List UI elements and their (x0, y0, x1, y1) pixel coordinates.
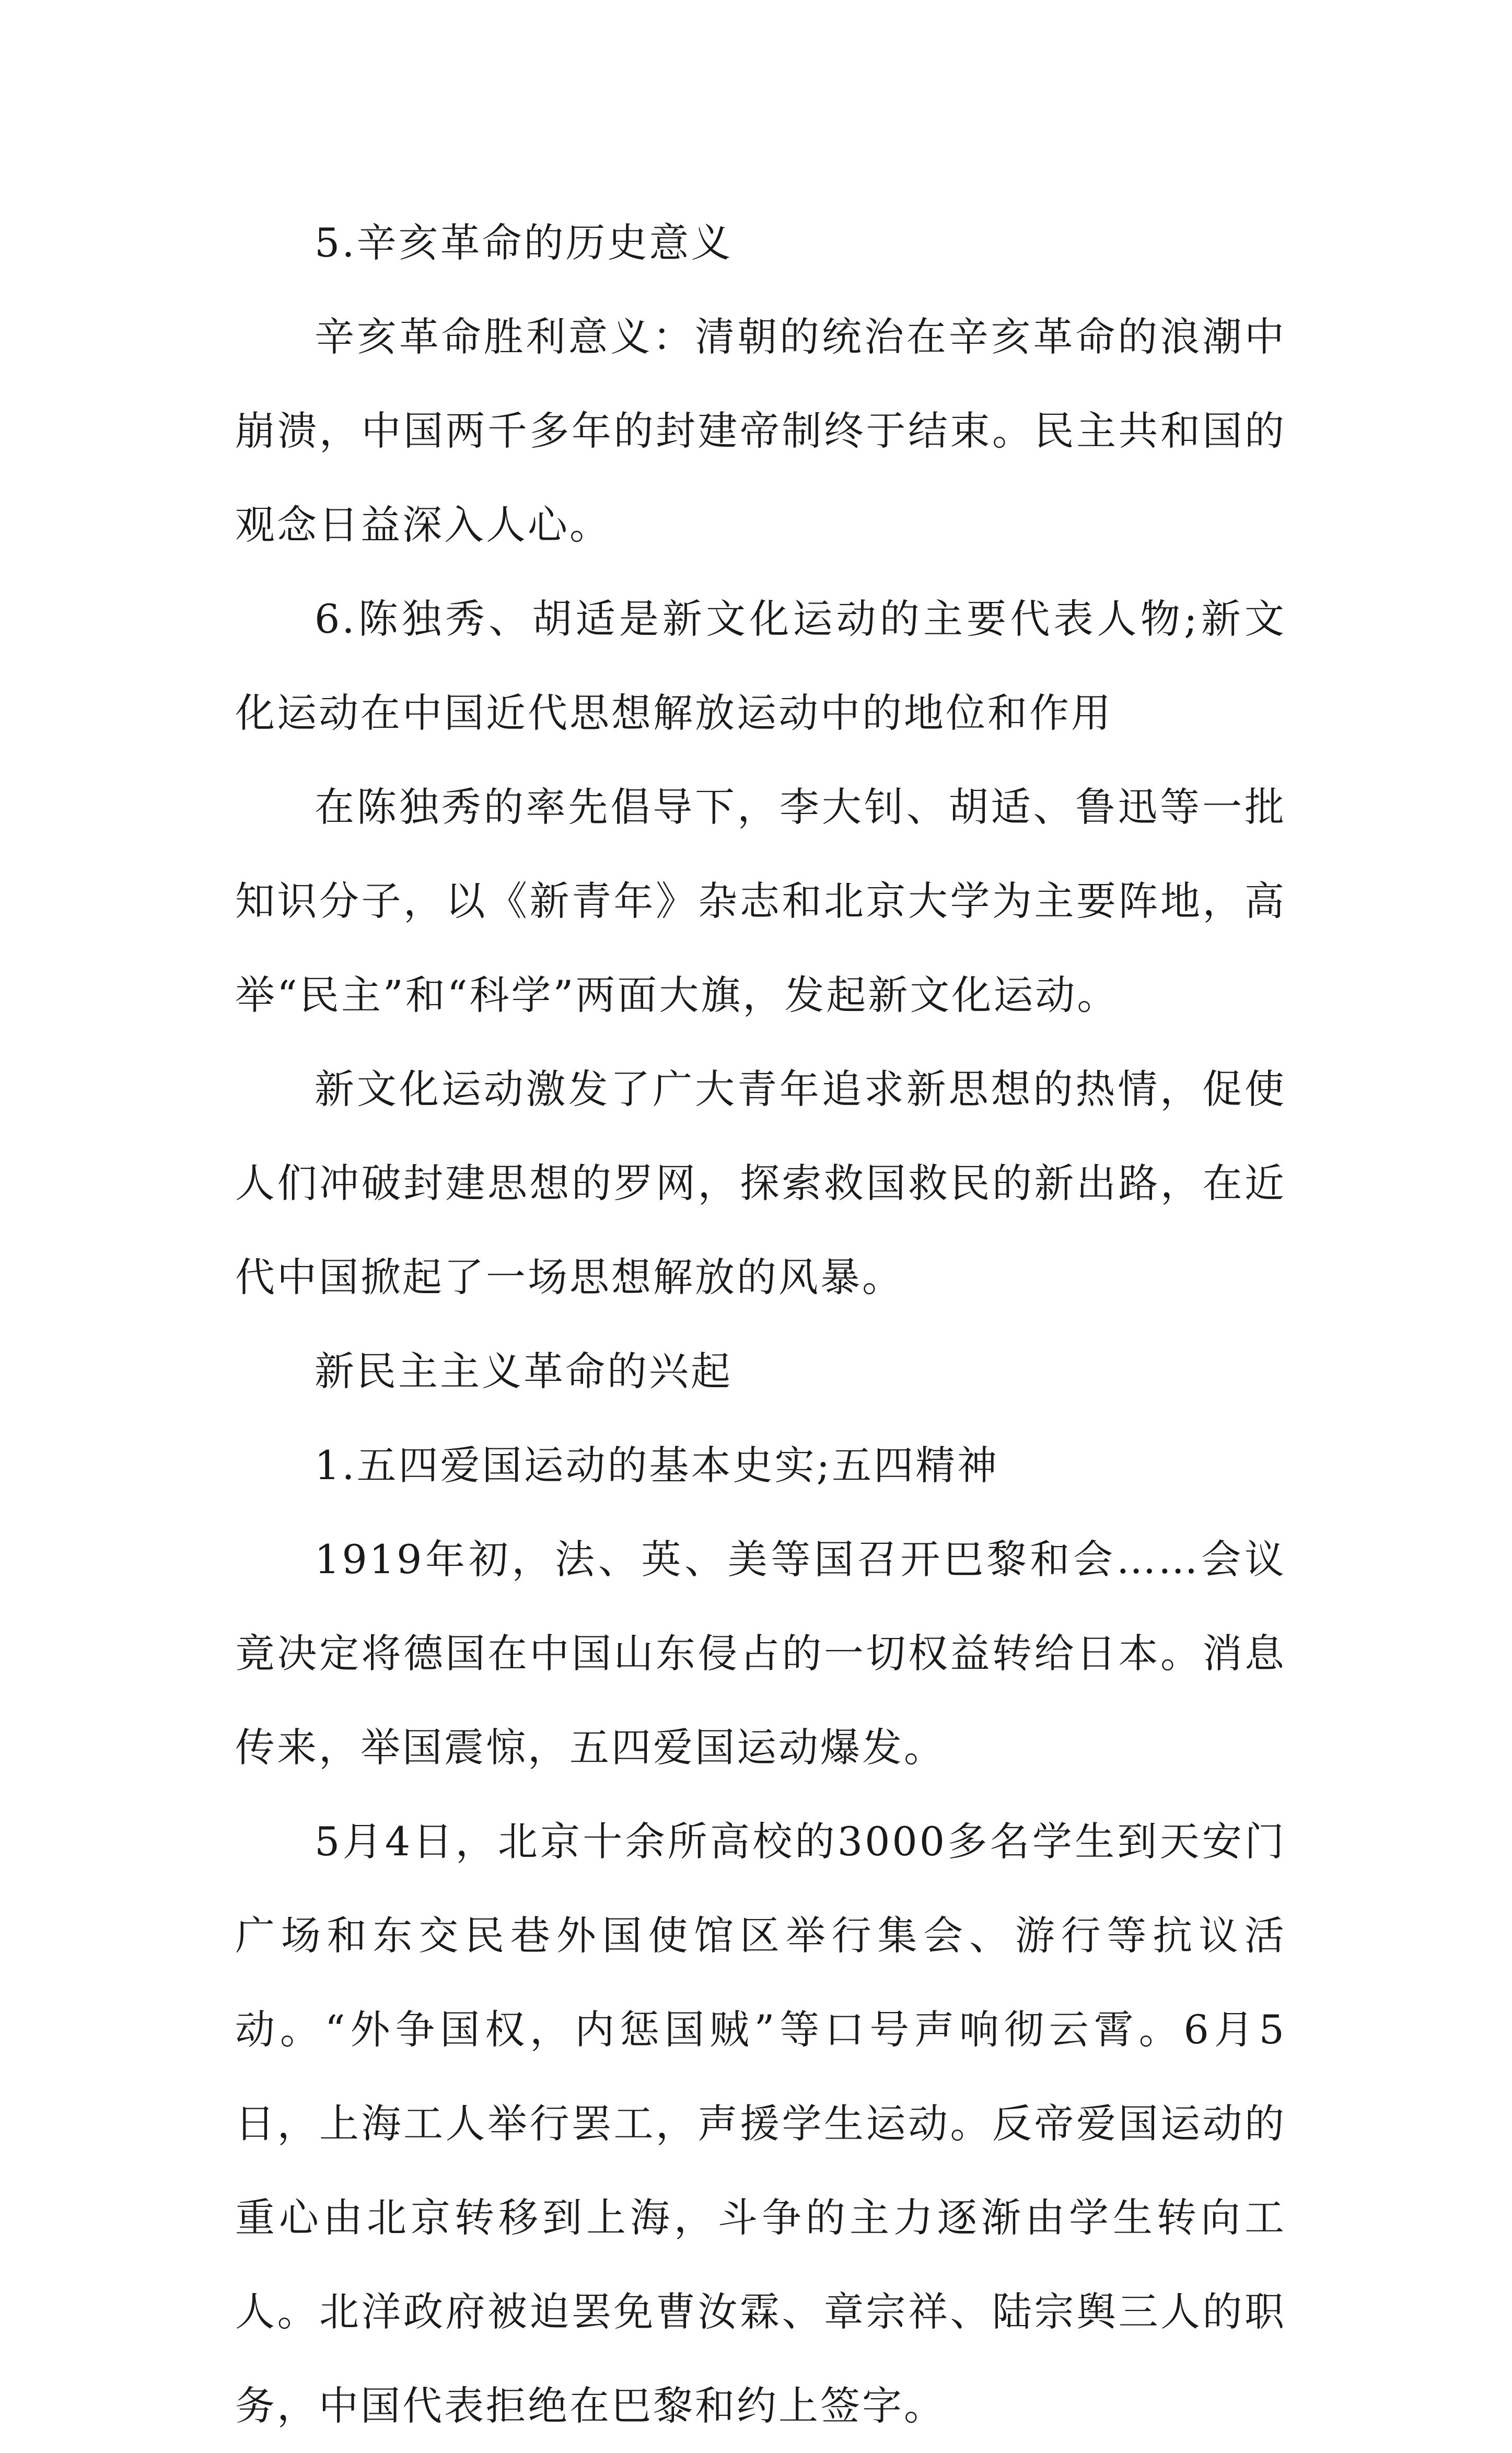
section-heading-xinhai-significance: 5.辛亥革命的历史意义 (315, 219, 733, 266)
section-heading-new-democratic-revolution: 新民主主义革命的兴起 (315, 1348, 732, 1394)
paragraph-may-fourth-events: 5月4日，北京十余所高校的3000多名学生到天安门广场和东交民巷外国使馆区举行集会、游行等抗议活动。“外争国权，内惩国贼”等口号声响彻云霄。6月5日，上海工人举行罢工，声援学生运动。反帝爱国运动的重心由北京转移到上海，斗争的主力逐渐由学生转向工人。北洋政府被迫罢免曹汝霖、章宗祥、陆宗舆三人的职务，中国代表拒绝在巴黎和约上签字。 (235, 1818, 1286, 2429)
section-heading-may-fourth: 1.五四爱国运动的基本史实;五四精神 (315, 1442, 999, 1489)
paragraph-new-culture-impact: 新文化运动激发了广大青年追求新思想的热情，促使人们冲破封建思想的罗网，探索救国救民的新出路，在近代中国掀起了一场思想解放的风暴。 (235, 1066, 1286, 1300)
document-body (235, 196, 1286, 2453)
paragraph-xinhai-meaning: 辛亥革命胜利意义：清朝的统治在辛亥革命的浪潮中崩溃，中国两千多年的封建帝制终于结束。民主共和国的观念日益深入人心。 (235, 313, 1286, 548)
paragraph-new-culture-leaders: 在陈独秀的率先倡导下，李大钊、胡适、鲁迅等一批知识分子，以《新青年》杂志和北京大学为主要阵地，高举“民主”和“科学”两面大旗，发起新文化运动。 (235, 784, 1286, 1018)
paragraph-paris-peace-conference: 1919年初，法、英、美等国召开巴黎和会……会议竟决定将德国在中国山东侵占的一切权益转给日本。消息传来，举国震惊，五四爱国运动爆发。 (235, 1536, 1286, 1771)
section-heading-new-culture: 6.陈独秀、胡适是新文化运动的主要代表人物;新文化运动在中国近代思想解放运动中的地位和作用 (235, 596, 1286, 736)
